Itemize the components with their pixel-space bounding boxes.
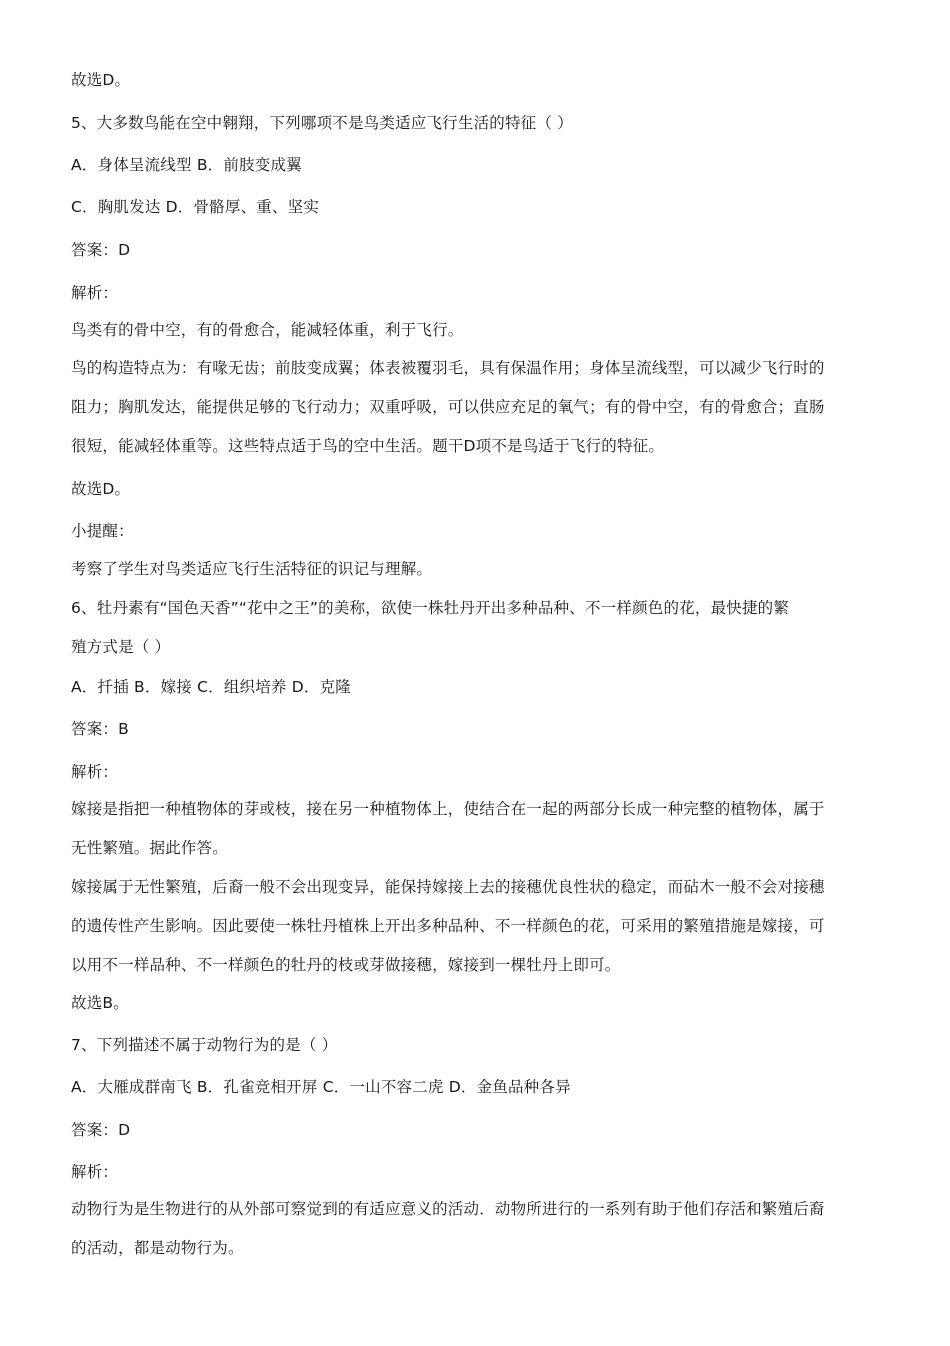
question-5-stem: 5、大多数鸟能在空中翱翔，下列哪项不是鸟类适应飞行生活的特征（ ） <box>71 114 573 132</box>
analysis-label: 解析： <box>71 763 119 781</box>
answer-line: 答案：D <box>71 241 131 259</box>
text-line: 故选B。 <box>71 994 129 1012</box>
question-6-stem-cont: 殖方式是（ ） <box>71 638 171 656</box>
answer-line: 答案：D <box>71 1121 131 1139</box>
text-line: 故选D。 <box>71 480 131 498</box>
text-line: 阻力；胸肌发达，能提供足够的飞行动力；双重呼吸，可以供应充足的氧气；有的骨中空，有的骨愈合；直肠 <box>71 398 825 416</box>
text-line: 动物行为是生物进行的从外部可察觉到的有适应意义的活动．动物所进行的一系列有助于他们存活和繁殖后裔 <box>71 1200 825 1218</box>
text-line: 的遗传性产生影响。因此要使一株牡丹植株上开出多种品种、不一样颜色的花，可采用的繁殖措施是嫁接，可 <box>71 917 825 935</box>
question-6-options: A．扦插 B．嫁接 C．组织培养 D．克隆 <box>71 678 351 696</box>
text-line: 很短，能减轻体重等。这些特点适于鸟的空中生活。题干D项不是鸟适于飞行的特征。 <box>71 437 665 455</box>
text-line: 以用不一样品种、不一样颜色的牡丹的枝或芽做接穗，嫁接到一棵牡丹上即可。 <box>71 956 621 974</box>
text-line: 嫁接属于无性繁殖，后裔一般不会出现变异，能保持嫁接上去的接穗优良性状的稳定，而砧木一般不会对接穗 <box>71 878 825 896</box>
question-7-stem: 7、下列描述不属于动物行为的是（ ） <box>71 1036 338 1054</box>
text-line: 无性繁殖。据此作答。 <box>71 839 229 857</box>
question-7-options: A．大雁成群南飞 B．孔雀竞相开屏 C．一山不容二虎 D．金鱼品种各异 <box>71 1078 571 1096</box>
text-line: 嫁接是指把一种植物体的芽或枝，接在另一种植物体上，使结合在一起的两部分长成一种完整的植物体，属于 <box>71 800 825 818</box>
question-5-options-cd: C．胸肌发达 D．骨骼厚、重、坚实 <box>71 198 320 216</box>
analysis-label: 解析： <box>71 284 119 302</box>
tip-label: 小提醒： <box>71 522 134 540</box>
text-line: 故选D。 <box>71 71 131 89</box>
text-line: 鸟类有的骨中空，有的骨愈合，能减轻体重，利于飞行。 <box>71 321 464 339</box>
question-6-stem: 6、牡丹素有“国色天香”“花中之王”的美称，欲使一株牡丹开出多种品种、不一样颜色的花，最快捷的繁 <box>71 599 790 617</box>
answer-line: 答案：B <box>71 720 129 738</box>
text-line: 鸟的构造特点为：有喙无齿；前肢变成翼；体表被覆羽毛，具有保温作用；身体呈流线型，可以减少飞行时的 <box>71 359 825 377</box>
question-5-options-ab: A．身体呈流线型 B．前肢变成翼 <box>71 156 302 174</box>
text-line: 的活动，都是动物行为。 <box>71 1239 244 1257</box>
text-line: 考察了学生对鸟类适应飞行生活特征的识记与理解。 <box>71 560 433 578</box>
analysis-label: 解析： <box>71 1163 119 1181</box>
